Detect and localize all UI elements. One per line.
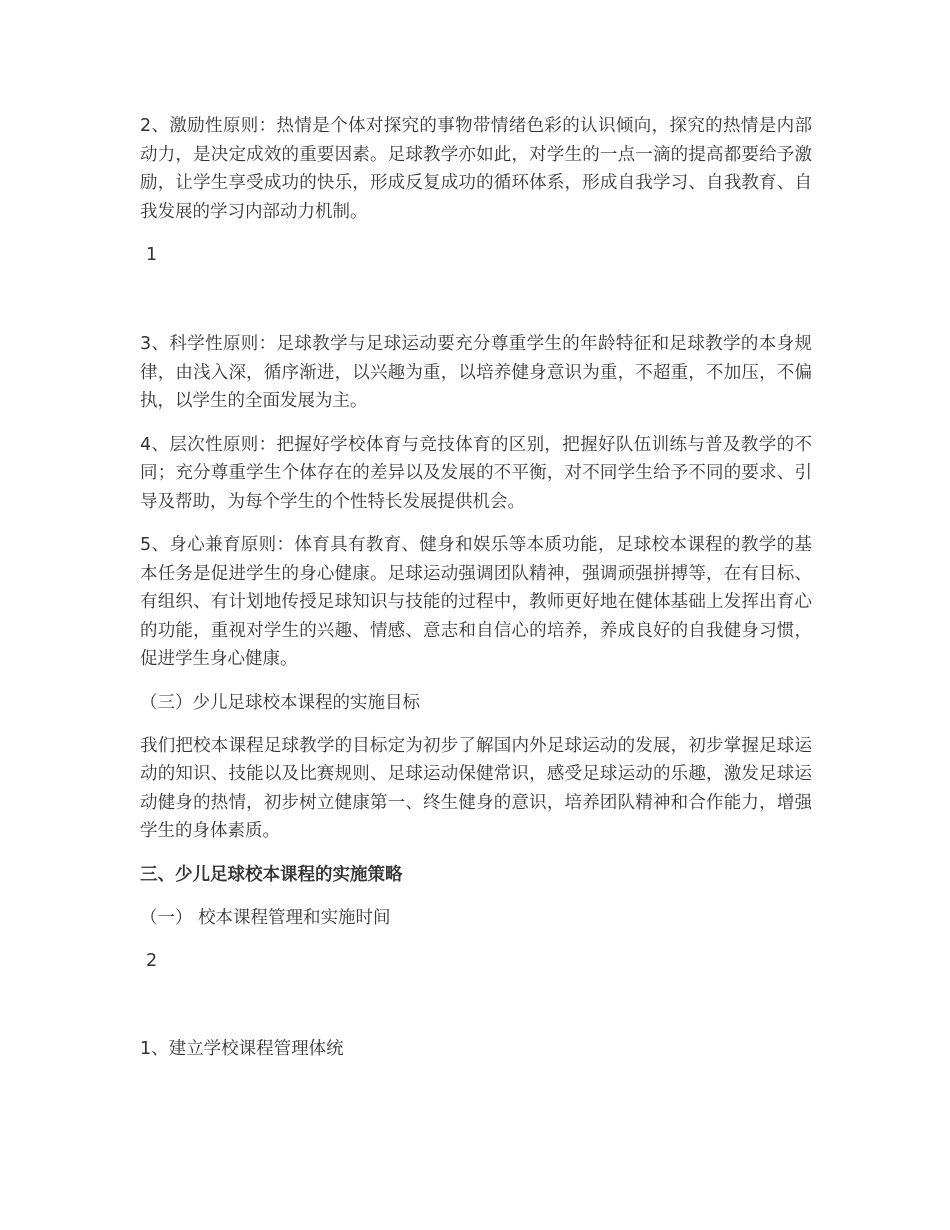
page-number: 2	[146, 950, 158, 971]
paragraph-body-mind-principle: 5、身心兼育原则：体育具有教育、健身和娱乐等本质功能，足球校本课程的教学的基本任务是促进学生的身心健康。足球运动强调团队精神，强调顽强拼搏等，在有目标、有组织、有计划地传授足球知识与技能的过程中，教师更好地在健体基础上发挥出育心的功能，重视对学生的兴趣、情感、意志和自信心的培养，养成良好的自我健身习惯，促进学生身心健康。	[140, 535, 812, 669]
document-page	[140, 112, 812, 1078]
subheading-implementation-goal: （三）少儿足球校本课程的实施目标	[140, 692, 420, 713]
paragraph-level-principle: 4、层次性原则：把握好学校体育与竞技体育的区别，把握好队伍训练与普及教学的不同；充分尊重学生个体存在的差异以及发展的不平衡，对不同学生给予不同的要求、引导及帮助，为每个学生的个性特长发展提供机会。	[140, 434, 812, 512]
section-heading-strategy: 三、少儿足球校本课程的实施策略	[140, 864, 403, 885]
paragraph-management-system: 1、建立学校课程管理体统	[140, 1038, 344, 1059]
paragraph-incentive-principle: 2、激励性原则：热情是个体对探究的事物带情绪色彩的认识倾向，探究的热情是内部动力，是决定成效的重要因素。足球教学亦如此，对学生的一点一滴的提高都要给予激励，让学生享受成功的快乐，形成反复成功的循环体系，形成自我学习、自我教育、自我发展的学习内部动力机制。	[140, 116, 812, 222]
subheading-management-time: （一） 校本课程管理和实施时间	[140, 907, 391, 928]
paragraph-scientific-principle: 3、科学性原则：足球教学与足球运动要充分尊重学生的年龄特征和足球教学的本身规律，由浅入深，循序渐进，以兴趣为重，以培养健身意识为重，不超重，不加压，不偏执，以学生的全面发展为主。	[140, 334, 812, 411]
paragraph-implementation-goal: 我们把校本课程足球教学的目标定为初步了解国内外足球运动的发展，初步掌握足球运动的知识、技能以及比赛规则、足球运动保健常识，感受足球运动的乐趣，激发足球运动健身的热情，初步树立健康第一、终生健身的意识，培养团队精神和合作能力，增强学生的身体素质。	[140, 735, 812, 841]
page-number: 1	[146, 245, 158, 265]
